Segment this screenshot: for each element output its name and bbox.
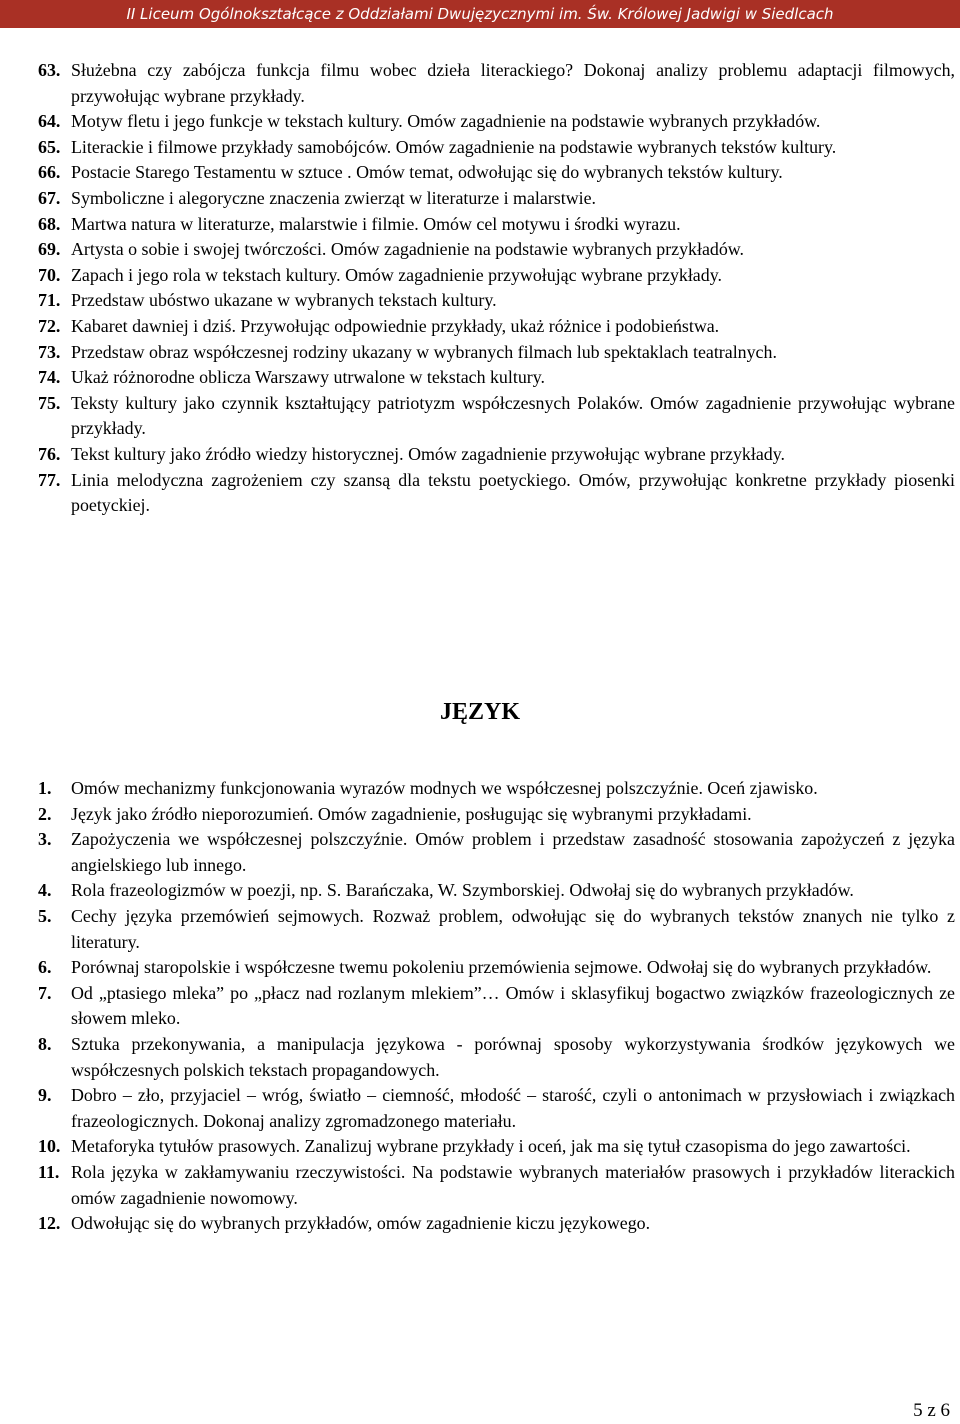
list-item xyxy=(38,802,955,828)
list-item xyxy=(38,135,955,161)
list-item xyxy=(38,365,955,391)
item-text: Linia melodyczna zagrożeniem czy szansą dla tekstu poetyckiego. Omów, przywołując konkretne przykłady piosenki poetyckiej. xyxy=(71,469,955,516)
item-number: 5. xyxy=(38,905,52,926)
literature-topic-list xyxy=(38,58,955,519)
item-text: Teksty kultury jako czynnik kształtujący patriotyzm współczesnych Polaków. Omów zagadnienie przywołując wybrane przykłady. xyxy=(71,392,955,439)
language-topic-list xyxy=(38,776,955,1237)
item-text: Symboliczne i alegoryczne znaczenia zwierząt w literaturze i malarstwie. xyxy=(71,187,597,208)
item-text: Motyw fletu i jego funkcje w tekstach kultury. Omów zagadnienie na podstawie wybranych przykładów. xyxy=(71,111,821,132)
list-item xyxy=(38,288,955,314)
list-item xyxy=(38,263,955,289)
document-header xyxy=(0,0,960,28)
list-item xyxy=(38,160,955,186)
item-text: Cechy języka przemówień sejmowych. Rozważ problem, odwołując się do wybranych tekstów znanych nie tylko z literatury. xyxy=(71,905,955,952)
item-number: 9. xyxy=(38,1085,52,1106)
header-title: II Liceum Ogólnokształcące z Oddziałami Dwujęzycznymi im. Św. Królowej Jadwigi w Siedlcach xyxy=(126,5,834,23)
item-text: Język jako źródło nieporozumień. Omów zagadnienie, posługując się wybranymi przykładami. xyxy=(71,803,752,824)
item-number: 1. xyxy=(38,778,52,798)
item-number: 65. xyxy=(38,136,61,157)
item-text: Przedstaw ubóstwo ukazane w wybranych tekstach kultury. xyxy=(71,290,497,311)
item-number: 12. xyxy=(38,1213,61,1234)
item-number: 69. xyxy=(38,239,61,260)
list-item xyxy=(38,391,955,442)
item-number: 67. xyxy=(38,187,61,208)
item-text: Kabaret dawniej i dziś. Przywołując odpowiednie przykłady, ukaż różnice i podobieństwa. xyxy=(71,315,720,336)
item-number: 76. xyxy=(38,443,61,464)
item-text: Dobro – zło, przyjaciel – wróg, światło – ciemność, młodość – starość, czyli o antonimach w przysłowiach i związkach frazeologicznych. Dokonaj analizy zgromadzonego materiału. xyxy=(71,1085,955,1131)
page-number: 5 z 6 xyxy=(913,1400,950,1421)
list-item xyxy=(38,442,955,468)
item-number: 4. xyxy=(38,880,52,901)
item-text: Artysta o sobie i swojej twórczości. Omów zagadnienie na podstawie wybranych przykładów. xyxy=(71,239,745,260)
item-text: Metaforyka tytułów prasowych. Zanalizuj wybrane przykłady i oceń, jak ma się tytuł czasopisma do jego zawartości. xyxy=(71,1136,911,1157)
list-item xyxy=(38,237,955,263)
item-number: 11. xyxy=(38,1161,60,1182)
list-item xyxy=(38,904,955,955)
list-item xyxy=(38,1160,955,1211)
item-number: 70. xyxy=(38,264,61,285)
list-item xyxy=(38,314,955,340)
list-item xyxy=(38,878,955,904)
item-number: 74. xyxy=(38,367,61,388)
item-number: 68. xyxy=(38,213,61,234)
item-number: 66. xyxy=(38,162,61,183)
item-number: 3. xyxy=(38,829,52,850)
item-number: 2. xyxy=(38,803,52,824)
item-number: 64. xyxy=(38,111,61,132)
list-item xyxy=(38,212,955,238)
list-item xyxy=(38,1134,955,1160)
item-text: Rola frazeologizmów w poezji, np. S. Barańczaka, W. Szymborskiej. Odwołaj się do wybranych przykładów. xyxy=(71,880,854,901)
list-item xyxy=(38,1032,955,1083)
item-text: Ukaż różnorodne oblicza Warszawy utrwalone w tekstach kultury. xyxy=(71,367,545,388)
item-text: Martwa natura w literaturze, malarstwie i filmie. Omów cel motywu i środki wyrazu. xyxy=(71,213,681,234)
item-text: Postacie Starego Testamentu w sztuce . Omów temat, odwołując się do wybranych tekstów kultury. xyxy=(71,162,783,183)
item-text: Omów mechanizmy funkcjonowania wyrazów modnych we współczesnej polszczyźnie. Oceń zjawisko. xyxy=(71,778,818,798)
list-item xyxy=(38,58,955,109)
item-text: Tekst kultury jako źródło wiedzy historycznej. Omów zagadnienie przywołując wybrane przykłady. xyxy=(71,443,785,464)
list-item xyxy=(38,955,955,981)
list-item xyxy=(38,827,955,878)
item-number: 63. xyxy=(38,60,61,80)
item-text: Odwołując się do wybranych przykładów, omów zagadnienie kiczu językowego. xyxy=(71,1213,651,1234)
section-title-jezyk: JĘZYK xyxy=(439,699,520,725)
item-number: 73. xyxy=(38,341,61,362)
item-text: Porównaj staropolskie i współczesne twemu pokoleniu przemówienia sejmowe. Odwołaj się do wybranych przykładów. xyxy=(71,957,932,978)
list-item xyxy=(38,776,955,802)
item-number: 8. xyxy=(38,1033,52,1054)
list-item xyxy=(38,340,955,366)
list-item xyxy=(38,1211,955,1237)
list-item xyxy=(38,1083,955,1134)
item-number: 6. xyxy=(38,957,52,978)
item-text: Służebna czy zabójcza funkcja filmu wobec dzieła literackiego? Dokonaj analizy problemu adaptacji filmowych, przywołując wybrane przykłady. xyxy=(71,60,955,106)
list-item xyxy=(38,186,955,212)
item-text: Sztuka przekonywania, a manipulacja językowa - porównaj sposoby wykorzystywania środków językowych we współczesnych polskich tekstach propagandowych. xyxy=(71,1033,955,1080)
item-text: Przedstaw obraz współczesnej rodziny ukazany w wybranych filmach lub spektaklach teatralnych. xyxy=(71,341,777,362)
list-item xyxy=(38,468,955,519)
item-number: 7. xyxy=(38,982,52,1003)
item-number: 71. xyxy=(38,290,61,311)
item-text: Zapach i jego rola w tekstach kultury. Omów zagadnienie przywołując wybrane przykłady. xyxy=(71,264,722,285)
item-text: Rola języka w zakłamywaniu rzeczywistości. Na podstawie wybranych materiałów prasowych i przykładów literackich omów zagadnienie nowomowy. xyxy=(71,1161,955,1208)
item-text: Literackie i filmowe przykłady samobójców. Omów zagadnienie na podstawie wybranych tekstów kultury. xyxy=(71,136,837,157)
list-item xyxy=(38,109,955,135)
item-number: 72. xyxy=(38,315,61,336)
list-item xyxy=(38,981,955,1032)
item-text: Od „ptasiego mleka” po „płacz nad rozlanym mlekiem”… Omów i sklasyfikuj bogactwo związków frazeologicznych ze słowem mleko. xyxy=(71,982,955,1029)
item-number: 75. xyxy=(38,392,61,413)
item-number: 77. xyxy=(38,469,61,490)
item-text: Zapożyczenia we współczesnej polszczyźnie. Omów problem i przedstaw zasadność stosowania zapożyczeń z języka angielskiego lub innego. xyxy=(71,829,955,875)
item-number: 10. xyxy=(38,1136,61,1157)
